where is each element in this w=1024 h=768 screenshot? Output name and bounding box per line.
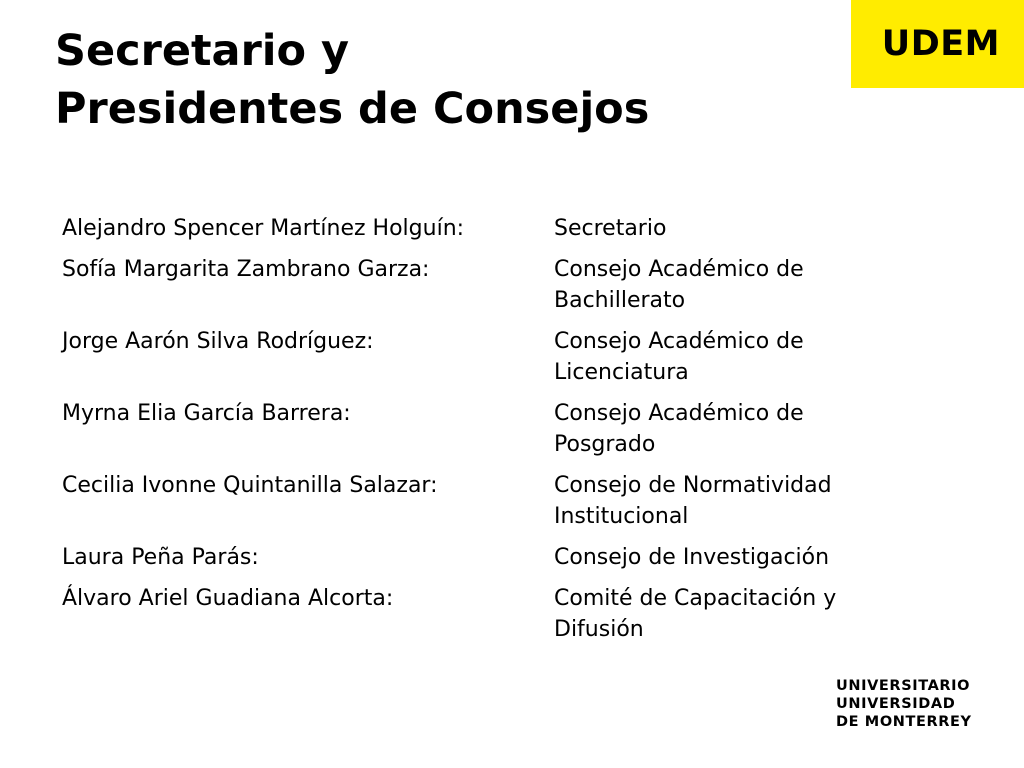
person-role: Consejo de Investigación [554,545,830,570]
footer-wordmark [836,677,972,731]
footer-line-3: DE MONTERREY [836,714,972,730]
roster-row [62,398,942,460]
person-name: Álvaro Ariel Guadiana Alcorta: [62,586,394,611]
person-role: Consejo Académico de Licenciatura [554,329,804,385]
udem-logo [851,0,1024,88]
person-role: Consejo de Normatividad Institucional [554,473,832,529]
roster-row [62,470,942,532]
council-roster [62,213,942,655]
person-name: Alejandro Spencer Martínez Holguín: [62,216,465,241]
person-name: Laura Peña Parás: [62,545,259,570]
slide-title [55,22,649,138]
person-name: Cecilia Ivonne Quintanilla Salazar: [62,473,438,498]
person-role: Comité de Capacitación y Difusión [554,586,837,642]
person-name: Sofía Margarita Zambrano Garza: [62,257,430,282]
roster-row [62,254,942,316]
footer-line-1: UNIVERSITARIO [836,678,971,694]
roster-row [62,583,942,645]
footer-line-2: UNIVERSIDAD [836,696,956,712]
roster-row [62,542,942,573]
person-name: Myrna Elia García Barrera: [62,401,351,426]
roster-row [62,213,942,244]
title-line-2: Presidentes de Consejos [55,84,650,134]
person-role: Consejo Académico de Posgrado [554,401,804,457]
title-line-1: Secretario y [55,26,350,76]
person-name: Jorge Aarón Silva Rodríguez: [62,329,374,354]
person-role: Secretario [554,216,667,241]
udem-logo-text: UDEM [881,24,1000,64]
person-role: Consejo Académico de Bachillerato [554,257,804,313]
roster-row [62,326,942,388]
